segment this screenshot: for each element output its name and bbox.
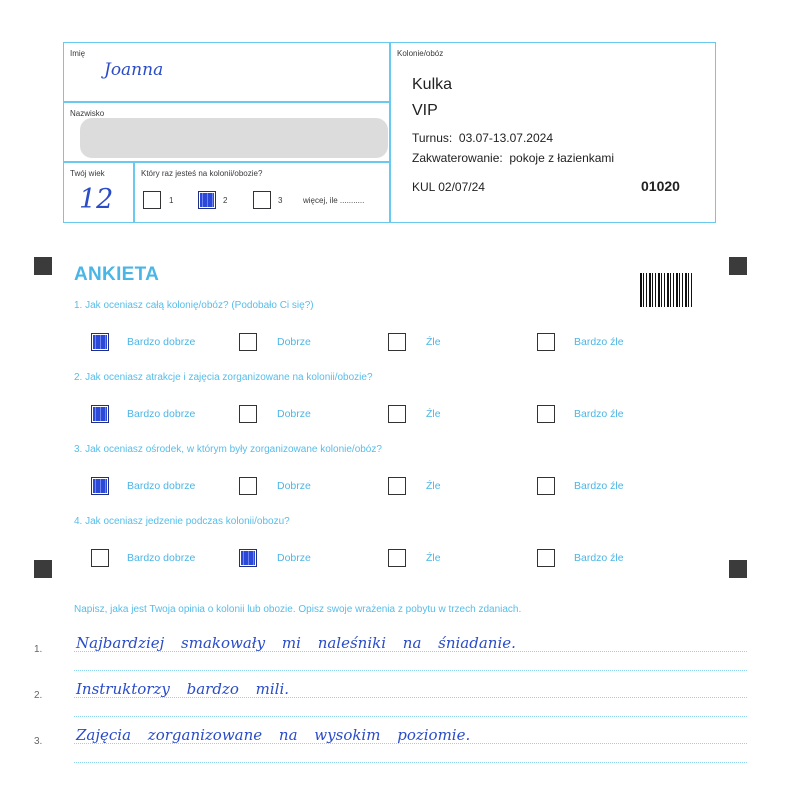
camp-name: Kulka <box>412 76 453 93</box>
age-value: 12 <box>79 184 114 215</box>
question-1-option-1-checkbox[interactable] <box>91 333 109 351</box>
question-3-option-2-checkbox[interactable] <box>239 477 257 495</box>
question-2-option-2-label: Dobrze <box>277 408 311 420</box>
zakwaterowanie: Zakwaterowanie: pokoje z łazienkami <box>412 151 615 165</box>
header-divider-2 <box>63 161 390 163</box>
question-2-option-1-checkbox[interactable] <box>91 405 109 423</box>
camp-type: VIP <box>412 102 438 119</box>
question-1-option-4-checkbox[interactable] <box>537 333 555 351</box>
opinion-line-1-guide-lower <box>74 670 747 671</box>
header-divider-vertical <box>389 42 391 223</box>
question-3-option-1-checkbox[interactable] <box>91 477 109 495</box>
header-divider-1 <box>63 101 390 103</box>
camp-label: Kolonie/obóz <box>397 49 444 58</box>
times-option-3: 3 <box>278 196 283 205</box>
question-3-option-4-label: Bardzo źle <box>574 480 624 492</box>
times-option-more: więcej, ile ........... <box>303 196 365 205</box>
question-2-option-1-label: Bardzo dobrze <box>127 408 196 420</box>
question-4-option-4-label: Bardzo źle <box>574 552 624 564</box>
question-2-option-3-checkbox[interactable] <box>388 405 406 423</box>
question-4-option-3-label: Źle <box>426 552 441 564</box>
barcode <box>640 273 694 307</box>
times-option-1: 1 <box>169 196 174 205</box>
opinion-line-1-number: 1. <box>34 644 43 655</box>
question-4-option-1-label: Bardzo dobrze <box>127 552 196 564</box>
survey-title: ANKIETA <box>74 264 160 285</box>
question-1-option-2-checkbox[interactable] <box>239 333 257 351</box>
question-4-option-2-checkbox[interactable] <box>239 549 257 567</box>
registration-marker-bottom-left <box>34 560 52 578</box>
opinion-line-3-guide <box>74 743 747 744</box>
opinion-line-1-text[interactable]: Najbardziej smakowały mi naleśniki na śniadanie. <box>76 634 516 652</box>
question-1-text: 1. Jak oceniasz całą kolonię/obóz? (Podobało Ci się?) <box>74 300 314 311</box>
times-checkbox-3[interactable] <box>253 191 271 209</box>
opinion-line-3-text[interactable]: Zajęcia zorganizowane na wysokim poziomie. <box>76 726 471 744</box>
opinion-line-2-guide-lower <box>74 716 747 717</box>
opinion-prompt: Napisz, jaka jest Twoja opinia o kolonii lub obozie. Opisz swoje wrażenia z pobytu w trzech zdaniach. <box>74 604 522 615</box>
times-option-2: 2 <box>223 196 228 205</box>
question-2-option-4-checkbox[interactable] <box>537 405 555 423</box>
question-1-option-3-label: Źle <box>426 336 441 348</box>
question-1-option-1-label: Bardzo dobrze <box>127 336 196 348</box>
opinion-line-2-guide <box>74 697 747 698</box>
opinion-line-3-number: 3. <box>34 736 43 747</box>
camp-code: KUL 02/07/24 <box>412 180 485 194</box>
opinion-line-2-number: 2. <box>34 690 43 701</box>
question-2-option-4-label: Bardzo źle <box>574 408 624 420</box>
opinion-line-1-guide <box>74 651 747 652</box>
question-2-text: 2. Jak oceniasz atrakcje i zajęcia zorganizowane na kolonii/obozie? <box>74 372 373 383</box>
age-label: Twój wiek <box>70 169 105 178</box>
registration-marker-top-right <box>729 257 747 275</box>
header-divider-age <box>133 161 135 223</box>
question-2-option-3-label: Źle <box>426 408 441 420</box>
question-3-option-4-checkbox[interactable] <box>537 477 555 495</box>
turnus: Turnus: 03.07-13.07.2024 <box>412 131 553 145</box>
surname-redaction <box>80 118 388 158</box>
name-label: Imię <box>70 49 86 58</box>
question-4-option-1-checkbox[interactable] <box>91 549 109 567</box>
question-4-option-2-label: Dobrze <box>277 552 311 564</box>
question-3-option-1-label: Bardzo dobrze <box>127 480 196 492</box>
question-3-option-3-checkbox[interactable] <box>388 477 406 495</box>
times-checkbox-2[interactable] <box>198 191 216 209</box>
surname-label: Nazwisko <box>70 109 105 118</box>
question-1-option-3-checkbox[interactable] <box>388 333 406 351</box>
registration-marker-bottom-right <box>729 560 747 578</box>
question-2-option-2-checkbox[interactable] <box>239 405 257 423</box>
question-3-text: 3. Jak oceniasz ośrodek, w którym były zorganizowane kolonie/obóz? <box>74 444 382 455</box>
question-4-text: 4. Jak oceniasz jedzenie podczas kolonii/obozu? <box>74 516 290 527</box>
question-3-option-3-label: Źle <box>426 480 441 492</box>
name-value: Joanna <box>104 60 164 80</box>
registration-marker-top-left <box>34 257 52 275</box>
opinion-line-2-text[interactable]: Instruktorzy bardzo mili. <box>76 680 290 698</box>
question-4-option-3-checkbox[interactable] <box>388 549 406 567</box>
times-checkbox-1[interactable] <box>143 191 161 209</box>
question-4-option-4-checkbox[interactable] <box>537 549 555 567</box>
form-number: 01020 <box>641 178 680 194</box>
question-1-option-2-label: Dobrze <box>277 336 311 348</box>
times-label: Który raz jesteś na kolonii/obozie? <box>141 169 263 178</box>
opinion-line-3-guide-lower <box>74 762 747 763</box>
question-3-option-2-label: Dobrze <box>277 480 311 492</box>
question-1-option-4-label: Bardzo źle <box>574 336 624 348</box>
